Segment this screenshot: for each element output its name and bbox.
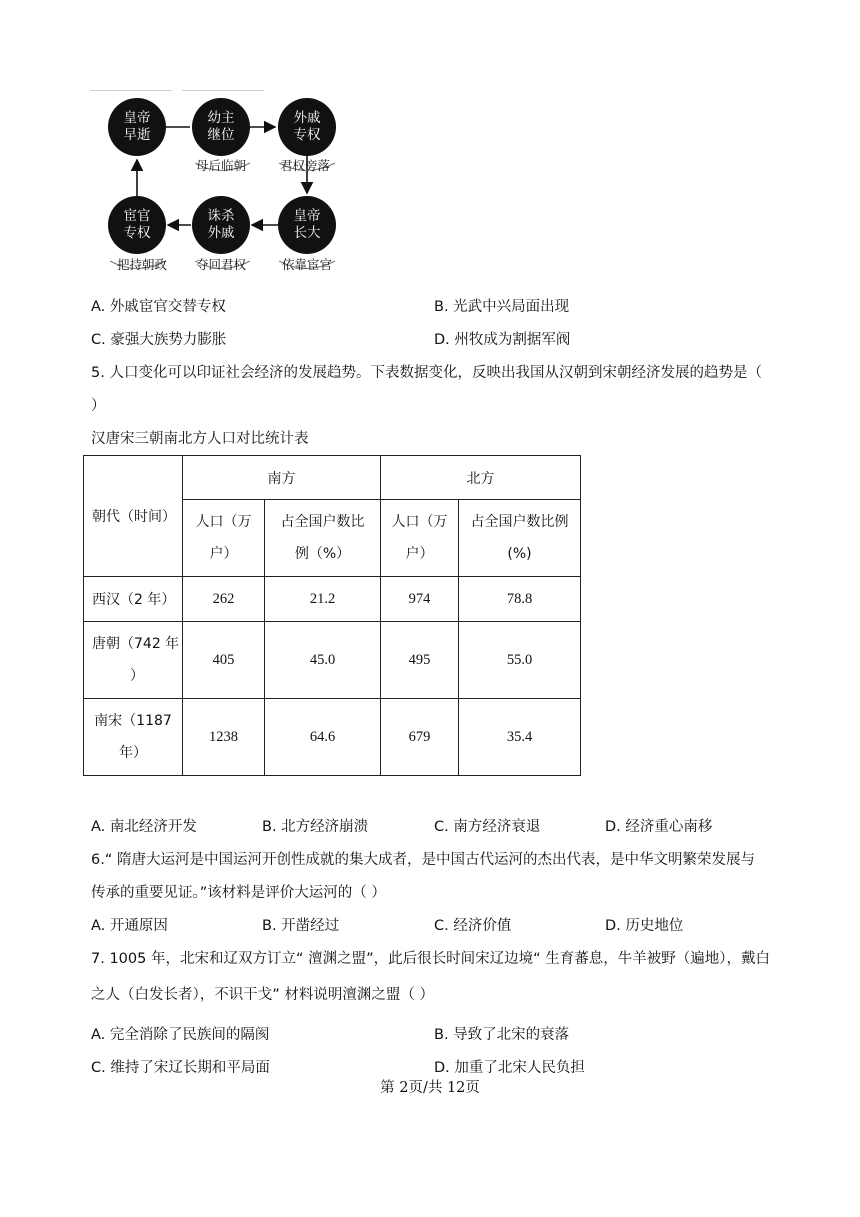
label-regain-power: 夺回君权 (196, 257, 247, 272)
header-north-ratio: 占全国户数比例 (%) (459, 500, 581, 577)
row-north-pop: 679 (381, 699, 459, 776)
row-dynasty: 唐朝（742 年 ） (84, 622, 183, 699)
q7-option-a[interactable]: A. 完全消除了民族间的隔阂 (91, 1027, 270, 1043)
population-table (83, 455, 581, 776)
label-empress-regency: 母后临朝 (196, 158, 247, 173)
table-row (84, 699, 581, 776)
page-number: 第 2页/共 12页 (380, 1080, 480, 1096)
node-child-emperor: 幼主继位 (192, 98, 250, 156)
q5-option-c[interactable]: C. 南方经济衰退 (434, 819, 541, 835)
q6-option-c[interactable]: C. 经济价值 (434, 918, 512, 934)
node-kill-consort-kin: 诛杀外戚 (192, 196, 250, 254)
row-north-ratio: 35.4 (459, 699, 581, 776)
q7-option-b[interactable]: B. 导致了北宋的衰落 (434, 1027, 570, 1043)
q4-option-c[interactable]: C. 豪强大族势力膨胀 (91, 332, 227, 348)
header-south-pop: 人口（万 户） (183, 500, 265, 577)
table-row (84, 622, 581, 699)
table-row (84, 577, 581, 622)
label-control-court: 把持朝政 (117, 257, 168, 272)
row-north-pop: 495 (381, 622, 459, 699)
q5-option-a[interactable]: A. 南北经济开发 (91, 819, 197, 835)
q6-stem-line2: 传承的重要见证。”该材料是评价大运河的（ ） (91, 885, 386, 901)
row-south-ratio: 45.0 (265, 622, 381, 699)
header-south: 南方 (183, 456, 381, 500)
q7-option-d[interactable]: D. 加重了北宋人民负担 (434, 1060, 585, 1076)
row-south-ratio: 21.2 (265, 577, 381, 622)
q4-option-a[interactable]: A. 外戚宦官交替专权 (91, 299, 226, 315)
q5-stem-line1: 5. 人口变化可以印证社会经济的发展趋势。下表数据变化，反映出我国从汉朝到宋朝经济发展的趋势是（ (91, 365, 762, 381)
header-dynasty: 朝代（时间） (84, 456, 183, 577)
row-south-pop: 1238 (183, 699, 265, 776)
node-eunuch-power: 宦官专权 (108, 196, 166, 254)
row-south-pop: 262 (183, 577, 265, 622)
q5-option-b[interactable]: B. 北方经济崩溃 (262, 819, 369, 835)
node-consort-kin-power: 外戚专权 (278, 98, 336, 156)
table-title: 汉唐宋三朝南北方人口对比统计表 (91, 431, 309, 447)
table-header-row-1 (84, 456, 581, 500)
node-emperor-grows-up: 皇帝长大 (278, 196, 336, 254)
q5-stem-line2: ） (91, 398, 106, 414)
q7-stem-line1: 7. 1005 年，北宋和辽双方订立“ 澶渊之盟”，此后很长时间宋辽边境“ 生育蕃息，牛羊被野（遍地），戴白 (91, 951, 770, 967)
row-north-ratio: 78.8 (459, 577, 581, 622)
q6-option-b[interactable]: B. 开凿经过 (262, 918, 340, 934)
q6-option-d[interactable]: D. 历史地位 (605, 918, 684, 934)
row-south-pop: 405 (183, 622, 265, 699)
row-dynasty: 南宋（1187 年） (84, 699, 183, 776)
row-north-pop: 974 (381, 577, 459, 622)
node-emperor-dies-early: 皇帝早逝 (108, 98, 166, 156)
q6-stem-line1: 6.“ 隋唐大运河是中国运河开创性成就的集大成者，是中国古代运河的杰出代表，是中华文明繁荣发展与 (91, 852, 755, 868)
q4-option-d[interactable]: D. 州牧成为割据军阀 (434, 332, 571, 348)
q6-option-a[interactable]: A. 开通原因 (91, 918, 168, 934)
q5-option-d[interactable]: D. 经济重心南移 (605, 819, 713, 835)
row-south-ratio: 64.6 (265, 699, 381, 776)
row-dynasty: 西汉（2 年） (84, 577, 183, 622)
row-north-ratio: 55.0 (459, 622, 581, 699)
header-south-ratio: 占全国户数比 例（%） (265, 500, 381, 577)
header-north: 北方 (381, 456, 581, 500)
q7-stem-line2: 之人（白发长者），不识干戈” 材料说明澶渊之盟（ ） (91, 987, 434, 1003)
label-rely-eunuchs: 依靠宦官 (282, 257, 333, 272)
label-power-lost: 君权旁落 (280, 158, 331, 173)
q4-option-b[interactable]: B. 光武中兴局面出现 (434, 299, 570, 315)
q7-option-c[interactable]: C. 维持了宋辽长期和平局面 (91, 1060, 270, 1076)
header-north-pop: 人口（万 户） (381, 500, 459, 577)
